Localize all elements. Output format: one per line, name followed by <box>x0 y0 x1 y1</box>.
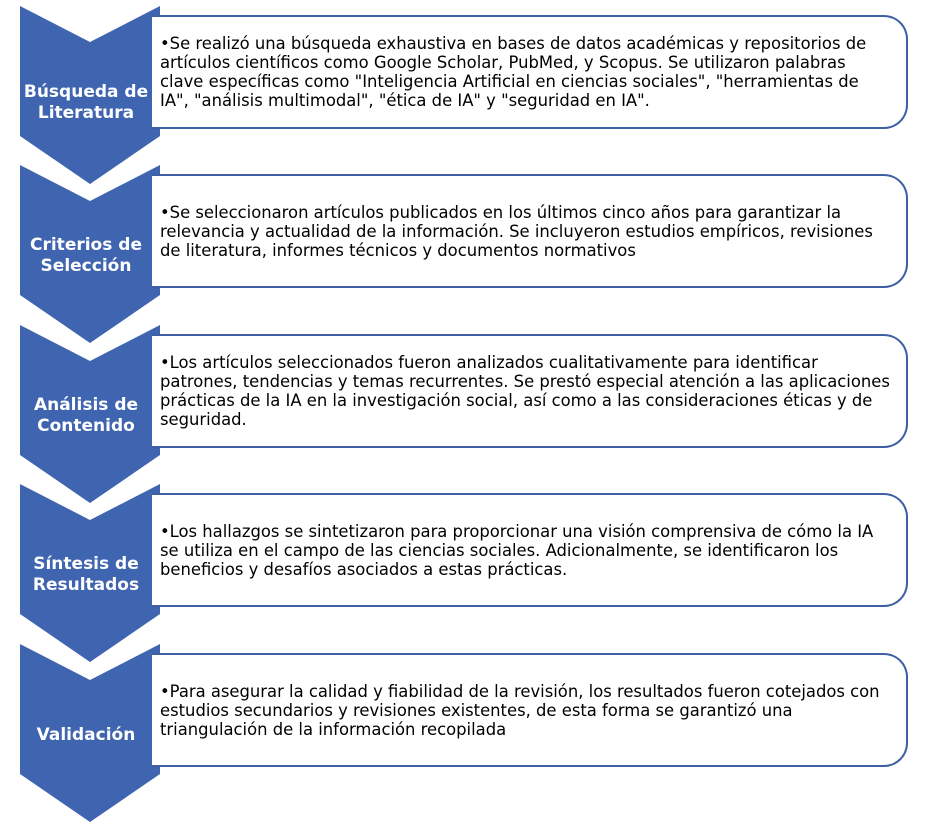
step-1-label: Búsqueda de Literatura <box>23 82 149 123</box>
step-2-description: •Se seleccionaron artículos publicados en los últimos cinco años para garantizar la relevancia y actualidad de la información. Se incluyeron estudios empíricos, revisiones de literatura, informes técnicos y documentos normativos <box>160 202 873 260</box>
step-3-description-box <box>152 334 908 448</box>
step-1-description: •Se realizó una búsqueda exhaustiva en bases de datos académicas y repositorios de artículos científicos como Google Scholar, PubMed, y Scopus. Se utilizaron palabras clave específicas como "Inteligencia Artificial en ciencias sociales", "herramientas de IA", "análisis multimodal", "ética de IA" y "seguridad en IA". <box>160 34 867 110</box>
step-2-label: Criterios de Selección <box>30 235 142 276</box>
step-5-description-box <box>152 653 908 767</box>
step-validacion <box>0 644 940 804</box>
step-sintesis-resultados <box>0 484 940 644</box>
step-4-description: •Los hallazgos se sintetizaron para proporcionar una visión comprensiva de cómo la IA se utiliza en el campo de las ciencias sociales. Adicionalmente, se identificaron los beneficios y desafíos asociados a estas prácticas. <box>160 521 874 579</box>
step-4-description-box <box>152 493 908 607</box>
step-4-label: Síntesis de Resultados <box>32 554 140 595</box>
step-3-label: Análisis de Contenido <box>33 395 139 436</box>
step-busqueda-literatura <box>0 6 940 166</box>
step-5-description: •Para asegurar la calidad y fiabilidad de la revisión, los resultados fueron cotejados con estudios secundarios y revisiones existentes, de esta forma se garantizó una triangulación de la información recopilada <box>160 681 880 739</box>
step-5-label: Validación <box>36 724 136 745</box>
step-2-description-box <box>152 174 908 288</box>
step-1-description-box <box>152 15 908 129</box>
step-3-description: •Los artículos seleccionados fueron analizados cualitativamente para identificar patrones, tendencias y temas recurrentes. Se prestó especial atención a las aplicaciones prácticas de la IA en la investigación social, así como a las consideraciones éticas y de seguridad. <box>160 353 890 429</box>
step-analisis-contenido <box>0 325 940 485</box>
step-criterios-seleccion <box>0 165 940 325</box>
